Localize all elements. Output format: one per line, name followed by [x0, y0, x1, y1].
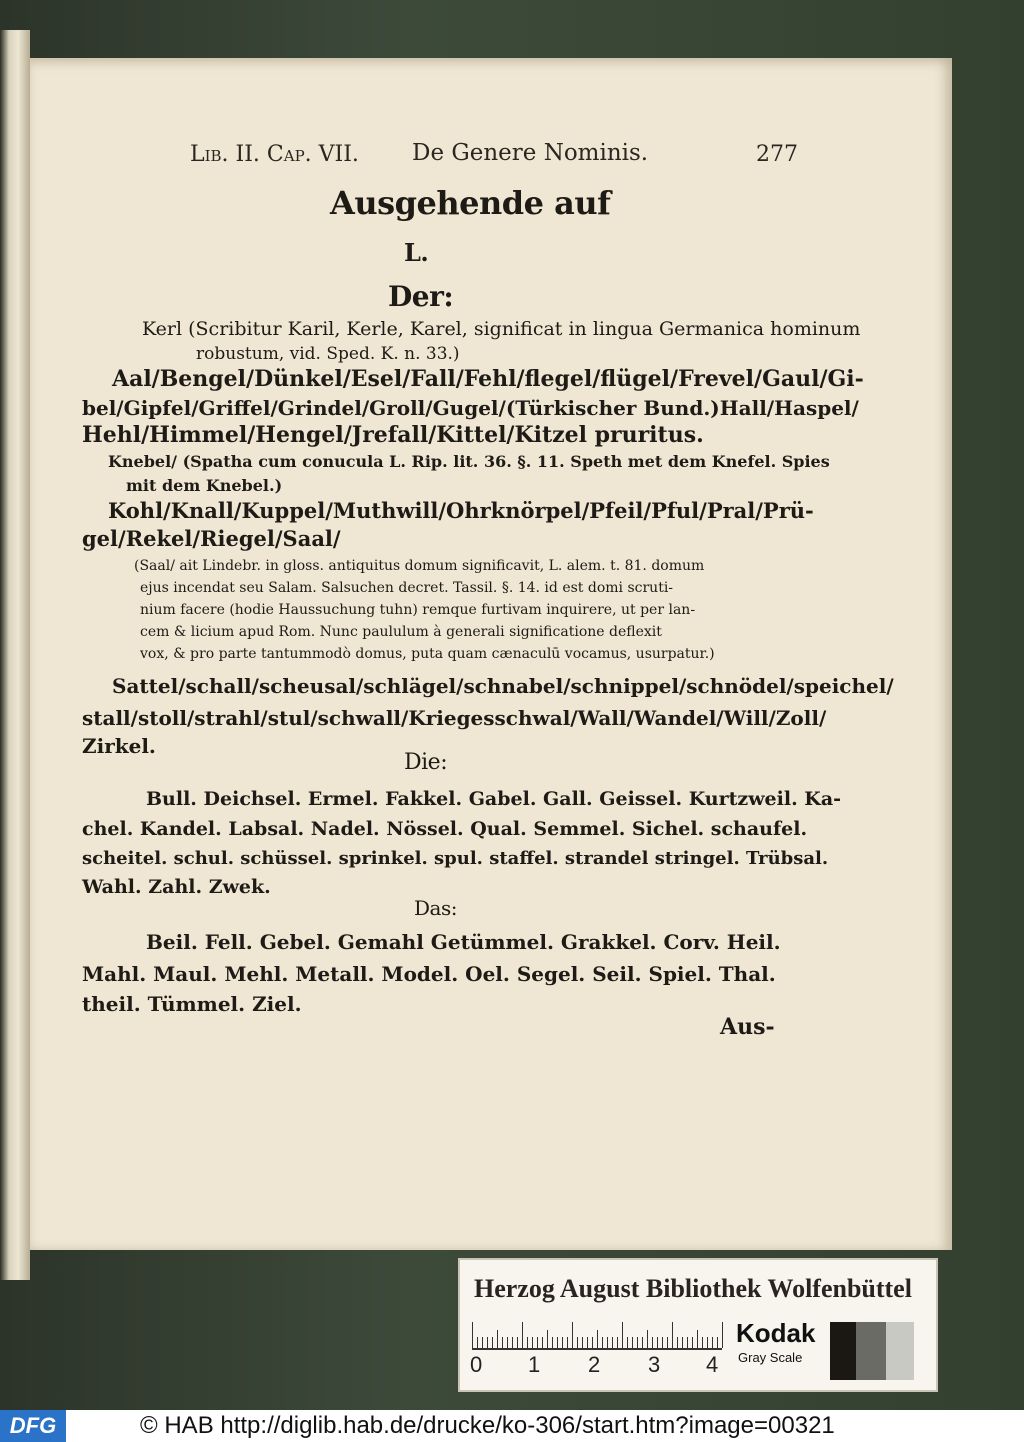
text-line: Knebel/ (Spatha cum conucula L. Rip. lit. 36. §. 11. Speth met dem Knefel. Spies — [108, 452, 830, 471]
ruler-tick — [607, 1337, 608, 1348]
library-scan-card — [458, 1258, 938, 1392]
text-line: bel/Gipfel/Griffel/Grindel/Groll/Gugel/(Türkischer Bund.)Hall/Haspel/ — [82, 396, 859, 420]
ruler-tick — [492, 1337, 493, 1348]
ruler-tick — [717, 1337, 718, 1348]
ruler-tick — [572, 1322, 573, 1348]
ruler-tick — [712, 1337, 713, 1348]
text-line: Wahl. Zahl. Zwek. — [82, 876, 271, 898]
ruler-tick — [697, 1330, 698, 1348]
section-title: Ausgehende auf — [330, 184, 611, 222]
ruler-tick — [527, 1337, 528, 1348]
grayscale-light-patch — [886, 1322, 914, 1380]
ruler-tick — [622, 1322, 623, 1348]
ruler-tick — [692, 1337, 693, 1348]
ruler-number: 0 — [470, 1352, 483, 1377]
text-line: Kohl/Knall/Kuppel/Muthwill/Ohrknörpel/Pfeil/Pful/Pral/Prü- — [108, 498, 814, 523]
running-header-center: De Genere Nominis. — [412, 140, 649, 166]
ruler-tick — [722, 1322, 723, 1348]
text-line: Bull. Deichsel. Ermel. Fakkel. Gabel. Gall. Geissel. Kurtzweil. Ka- — [146, 788, 842, 810]
ruler-tick — [687, 1337, 688, 1348]
ruler-number: 3 — [648, 1352, 661, 1377]
note-line: cem & licium apud Rom. Nunc paululum à generali significatione deflexit — [140, 624, 662, 640]
ruler-tick — [707, 1337, 708, 1348]
text-line: mit dem Knebel.) — [126, 476, 283, 495]
ruler-tick — [512, 1337, 513, 1348]
ruler-tick — [547, 1330, 548, 1348]
ruler-tick — [507, 1337, 508, 1348]
text-line: Zirkel. — [82, 734, 156, 758]
ruler-tick — [562, 1337, 563, 1348]
ruler-tick — [517, 1337, 518, 1348]
ruler-tick — [597, 1330, 598, 1348]
section-letter: L. — [404, 238, 429, 267]
ruler-tick — [587, 1337, 588, 1348]
text-line: stall/stoll/strahl/stul/schwall/Kriegesschwal/Wall/Wandel/Will/Zoll/ — [82, 706, 827, 730]
ruler-tick — [642, 1337, 643, 1348]
ruler-tick — [662, 1337, 663, 1348]
text-line: chel. Kandel. Labsal. Nadel. Nössel. Qual. Semmel. Sichel. schaufel. — [82, 818, 808, 840]
kodak-logo: Kodak — [736, 1318, 816, 1348]
page-number: 277 — [756, 142, 798, 167]
ruler-tick — [667, 1337, 668, 1348]
note-line: vox, & pro parte tantummodò domus, puta quam cænaculū vocamus, usurpatur.) — [140, 646, 715, 662]
ruler-tick — [472, 1322, 473, 1348]
previous-page-edge — [0, 30, 30, 1280]
measurement-ruler — [472, 1320, 722, 1350]
book-page — [30, 58, 952, 1250]
ruler-tick — [557, 1337, 558, 1348]
ruler-tick — [567, 1337, 568, 1348]
grayscale-mid-patch — [856, 1322, 886, 1380]
ruler-tick — [482, 1337, 483, 1348]
ruler-tick — [672, 1322, 673, 1348]
library-name: Herzog August Bibliothek Wolfenbüttel — [474, 1274, 912, 1303]
ruler-tick — [577, 1337, 578, 1348]
ruler-tick — [537, 1337, 538, 1348]
ruler-tick — [632, 1337, 633, 1348]
ruler-number: 2 — [588, 1352, 601, 1377]
footer-bar — [0, 1410, 1024, 1442]
text-line: Kerl (Scribitur Karil, Kerle, Karel, significat in lingua Germanica hominum — [142, 318, 861, 340]
ruler-tick — [497, 1330, 498, 1348]
ruler-tick — [552, 1337, 553, 1348]
text-line: theil. Tümmel. Ziel. — [82, 992, 302, 1016]
ruler-tick — [532, 1337, 533, 1348]
heading-die: Die: — [404, 750, 448, 775]
text-line: Aal/Bengel/Dünkel/Esel/Fall/Fehl/flegel/flügel/Frevel/Gaul/Gi- — [112, 366, 864, 392]
ruler-tick — [637, 1337, 638, 1348]
ruler-number: 1 — [528, 1352, 541, 1377]
heading-das: Das: — [414, 896, 457, 920]
text-line: Beil. Fell. Gebel. Gemahl Getümmel. Grakkel. Corv. Heil. — [146, 930, 781, 954]
ruler-tick — [702, 1337, 703, 1348]
ruler-tick — [582, 1337, 583, 1348]
ruler-tick — [487, 1337, 488, 1348]
note-line: nium facere (hodie Haussuchung tuhn) remque furtivam inquirere, ut per lan- — [140, 602, 696, 618]
note-line: ejus incendat seu Salam. Salsuchen decret. Tassil. §. 14. id est domi scruti- — [140, 580, 674, 596]
note-line: (Saal/ ait Lindebr. in gloss. antiquitus domum significavit, L. alem. t. 81. domum — [134, 558, 705, 574]
grayscale-black-patch — [830, 1322, 856, 1380]
credit-link[interactable]: © HAB http://diglib.hab.de/drucke/ko-306/start.htm?image=00321 — [140, 1412, 835, 1439]
text-line: scheitel. schul. schüssel. sprinkel. spul. staffel. strandel stringel. Trübsal. — [82, 848, 829, 869]
heading-der: Der: — [388, 280, 454, 313]
ruler-tick — [477, 1337, 478, 1348]
catchword: Aus- — [720, 1014, 775, 1040]
ruler-tick — [542, 1337, 543, 1348]
ruler-tick — [602, 1337, 603, 1348]
text-line: robustum, vid. Sped. K. n. 33.) — [196, 344, 460, 364]
ruler-tick — [612, 1337, 613, 1348]
text-line: Hehl/Himmel/Hengel/Jrefall/Kittel/Kitzel pruritus. — [82, 422, 704, 448]
ruler-tick — [682, 1337, 683, 1348]
ruler-tick — [592, 1337, 593, 1348]
ruler-tick — [657, 1337, 658, 1348]
ruler-tick — [647, 1330, 648, 1348]
dfg-logo: DFG — [0, 1410, 66, 1442]
text-line: Mahl. Maul. Mehl. Metall. Model. Oel. Segel. Seil. Spiel. Thal. — [82, 962, 776, 986]
gray-scale-label: Gray Scale — [738, 1350, 803, 1365]
ruler-tick — [617, 1337, 618, 1348]
text-line: Sattel/schall/scheusal/schlägel/schnabel/schnippel/schnödel/speichel/ — [112, 674, 894, 698]
ruler-tick — [522, 1322, 523, 1348]
ruler-tick — [627, 1337, 628, 1348]
running-header-left: Lib. II. Cap. VII. — [190, 142, 359, 167]
text-line: gel/Rekel/Riegel/Saal/ — [82, 526, 341, 551]
ruler-tick — [652, 1337, 653, 1348]
ruler-tick — [677, 1337, 678, 1348]
ruler-number: 4 — [706, 1352, 719, 1377]
ruler-tick — [502, 1337, 503, 1348]
